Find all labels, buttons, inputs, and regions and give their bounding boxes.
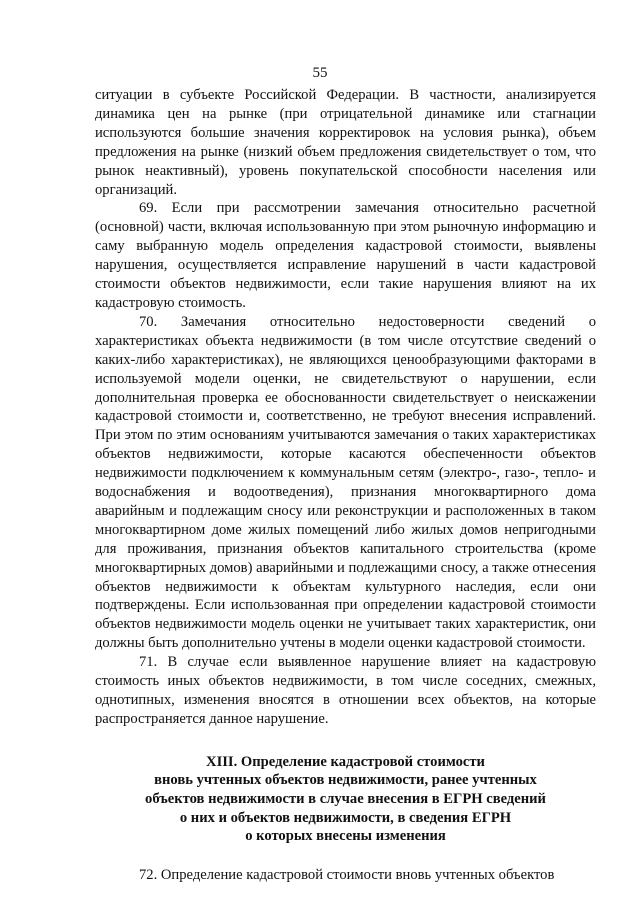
document-body	[95, 86, 596, 885]
page-number: 55	[312, 65, 328, 81]
paragraph-continuation: ситуации в субъекте Российской Федерации. В частности, анализируется динамика цен на рынке (при отрицательной динамике или стагнации используются большие значения корректировок на условия рынка), объем предложения на рынке (низкий объем предложения свидетельствует о том, что рынок неактивный), уровень покупательской способности населения или организаций.	[95, 87, 596, 198]
section-heading-line: о которых внесены изменения	[245, 828, 446, 845]
section-heading-line: вновь учтенных объектов недвижимости, ранее учтенных	[154, 772, 537, 789]
section-heading-line: о них и объектов недвижимости, в сведения ЕГРН	[179, 809, 512, 826]
paragraph-71: 71. В случае если выявленное нарушение влияет на кадастровую стоимость иных объектов недвижимости, в том числе соседних, смежных, однотипных, изменения вносятся в отношении всех объектов, на которые распространяется данное нарушение.	[95, 654, 596, 727]
section-heading-line: XIII. Определение кадастровой стоимости	[206, 753, 485, 770]
section-heading-line: объектов недвижимости в случае внесения в ЕГРН сведений	[145, 791, 546, 807]
paragraph-72: 72. Определение кадастровой стоимости вновь учтенных объектов	[139, 866, 555, 883]
paragraph-69: 69. Если при рассмотрении замечания относительно расчетной (основной) части, включая использованную при этом рыночную информацию и саму выбранную модель определения кадастровой стоимости, выявлены нарушения, осуществляется исправление нарушений в части кадастровой стоимости объектов недвижимости, если такие нарушения влияют на их кадастровую стоимость.	[95, 200, 596, 311]
section-heading-xiii	[95, 753, 596, 846]
paragraph-70: 70. Замечания относительно недостоверности сведений о характеристиках объекта недвижимости (в том числе отсутствие сведений о каких-либо характеристиках), не являющихся ценообразующими факторами в используемой модели оценки, не свидетельствуют о нарушении, если дополнительная проверка ее обоснованности свидетельствует о неискажении кадастровой стоимости и, соответственно, не требуют внесения исправлений. При этом по этим основаниям учитываются замечания о таких характеристиках объектов недвижимости, которые касаются обеспеченности объектов недвижимости подключением к коммунальным сетям (электро-, газо-, тепло- и водоснабжения и водоотведения), признания многоквартирного дома аварийным и подлежащим сносу или реконструкции и расположенных в таком многоквартирном доме жилых помещений либо жилых домов непригодными для проживания, признания объектов капитального строительства (кроме многоквартирных домов) аварийными и подлежащими сносу, а также отнесения объектов недвижимости к объектам культурного наследия, если они подтверждены. Если использованная при определении кадастровой стоимости объектов недвижимости модель оценки не учитывает таких характеристик, они должны быть дополнительно учтены в модели оценки кадастровой стоимости.	[95, 313, 596, 652]
